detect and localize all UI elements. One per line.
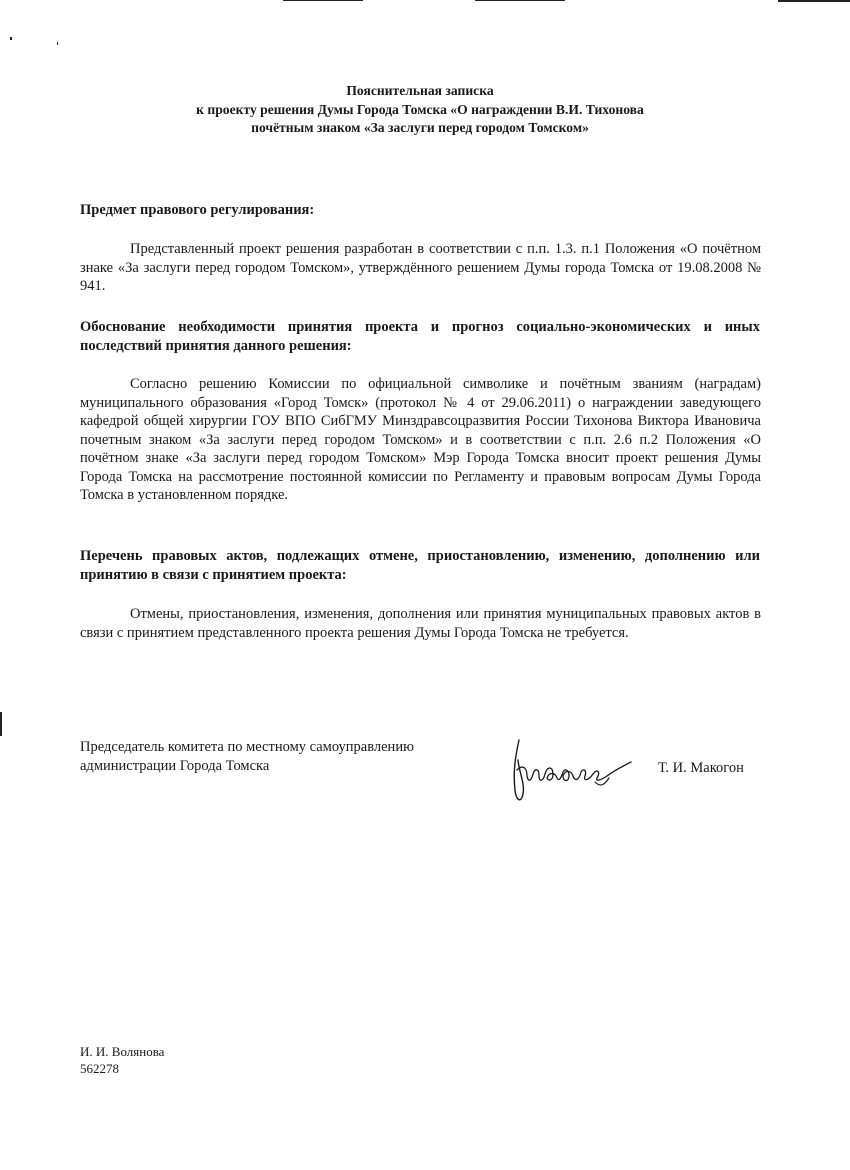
executor-name: И. И. Волянова <box>80 1044 165 1059</box>
title-line-2: к проекту решения Думы Города Томска «О награждении В.И. Тихонова <box>196 101 644 117</box>
scan-artifact <box>283 0 363 1</box>
executor-info <box>80 1043 164 1077</box>
title-line-1: Пояснительная записка <box>346 83 494 98</box>
scan-artifact <box>475 0 565 1</box>
scan-artifact <box>0 712 2 736</box>
document-title <box>80 82 760 138</box>
scan-artifact <box>10 37 12 40</box>
section-heading-legal-acts: Перечень правовых актов, подлежащих отмене, приостановлению, изменению, дополнению или принятию в связи с принятием проекта: <box>80 548 760 583</box>
position-line-1: Председатель комитета по местному самоуправлению <box>80 739 414 755</box>
scan-artifact <box>778 0 850 2</box>
scan-artifact <box>57 42 58 45</box>
section-body-legal-acts: Отмены, приостановления, изменения, дополнения или принятия муниципальных правовых актов в связи с принятием представленного проекта решения Думы Города Томска не требуется. <box>80 606 761 641</box>
section-body-justification: Согласно решению Комиссии по официальной символике и почётным званиям (наградам) муниципального образования «Город Томск» (протокол № 4 от 29.06.2011) о награждении заведующего кафедрой общей хирургии ГОУ ВПО СибГМУ Минздравсоцразвития России Тихонова Виктора Ивановича почетным знаком «За заслуги перед городом Томском» и в соответствии с п.п. 2.6 п.2 Положения «О почётном знаке «За заслуги перед городом Томском» Мэр Города Томска вносит проект решения Думы Города Томска на рассмотрение постоянной комиссии по Регламенту и правовым вопросам Думы Города Томска в установленном порядке. <box>80 376 761 503</box>
title-line-3: почётным знаком «За заслуги перед городом Томском» <box>251 120 589 135</box>
section-body-subject: Представленный проект решения разработан в соответствии с п.п. 1.3. п.1 Положения «О почётном знаке «За заслуги перед городом Томском», утверждённого решением Думы города Томска от 19.08.2008 № 941. <box>80 241 761 294</box>
executor-phone: 562278 <box>80 1061 119 1076</box>
section-heading-subject: Предмет правового регулирования: <box>80 202 315 218</box>
section-heading-justification: Обоснование необходимости принятия проекта и прогноз социально-экономических и иных последствий принятия данного решения: <box>80 319 760 354</box>
handwritten-signature <box>505 728 635 808</box>
position-line-2: администрации Города Томска <box>80 758 270 774</box>
signatory-position <box>80 738 500 776</box>
signatory-name: Т. И. Макогон <box>658 760 744 776</box>
